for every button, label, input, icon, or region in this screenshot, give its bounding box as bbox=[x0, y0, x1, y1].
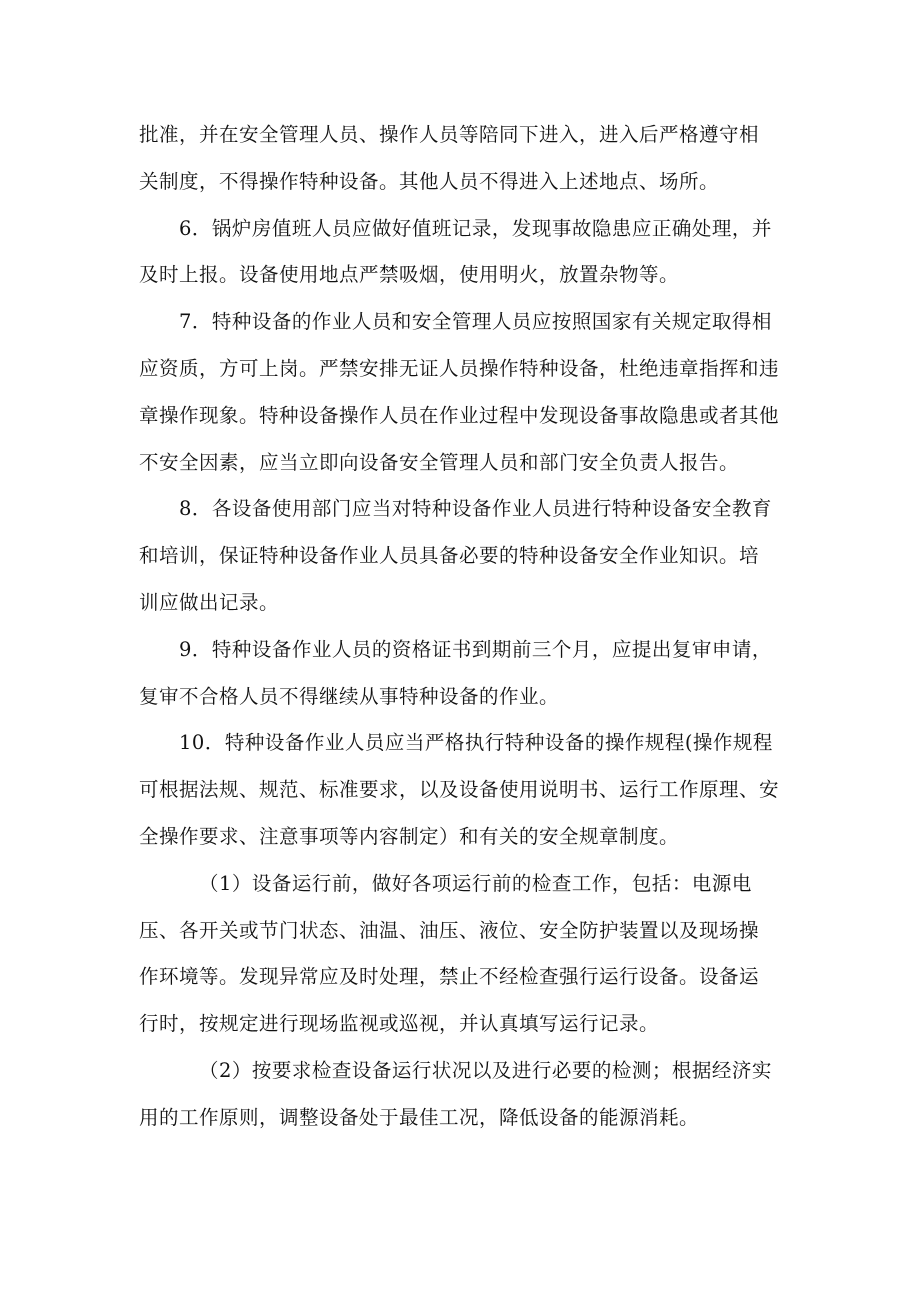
paragraph-item-8 bbox=[139, 486, 789, 626]
paragraph-subitem-1 bbox=[139, 861, 789, 1048]
text-line: 可根据法规、规范、标准要求，以及设备使用说明书、运行工作原理、安 bbox=[139, 778, 780, 802]
text-line: 行时，按规定进行现场监视或巡视，并认真填写运行记录。 bbox=[139, 1012, 660, 1036]
paragraph-item-9 bbox=[139, 627, 789, 721]
text-line: 章操作现象。特种设备操作人员在作业过程中发现设备事故隐患或者其他 bbox=[139, 403, 780, 427]
text-line: 6．锅炉房值班人员应做好值班记录，发现事故隐患应正确处理，并 bbox=[179, 216, 772, 240]
text-line: 用的工作原则，调整设备处于最佳工况，降低设备的能源消耗。 bbox=[139, 1105, 700, 1129]
text-line: 7．特种设备的作业人员和安全管理人员应按照国家有关规定取得相 bbox=[179, 310, 772, 334]
text-line: 应资质，方可上岗。严禁安排无证人员操作特种设备，杜绝违章指挥和违 bbox=[139, 356, 780, 380]
text-line: 9．特种设备作业人员的资格证书到期前三个月，应提出复审申请， bbox=[179, 637, 772, 661]
paragraph-subitem-2 bbox=[139, 1048, 789, 1142]
text-line: 复审不合格人员不得继续从事特种设备的作业。 bbox=[139, 684, 560, 708]
text-line: 批准，并在安全管理人员、操作人员等陪同下进入，进入后严格遵守相 bbox=[139, 123, 760, 146]
text-line: 关制度，不得操作特种设备。其他人员不得进入上述地点、场所。 bbox=[139, 169, 720, 193]
document-body bbox=[139, 112, 789, 1142]
text-line: 和培训，保证特种设备作业人员具备必要的特种设备安全作业知识。培 bbox=[139, 544, 760, 568]
paragraph-item-6 bbox=[139, 206, 789, 300]
paragraph-item-7 bbox=[139, 299, 789, 486]
text-line: 作环境等。发现异常应及时处理，禁止不经检查强行运行设备。设备运 bbox=[139, 965, 760, 989]
text-line: 全操作要求、注意事项等内容制定）和有关的安全规章制度。 bbox=[139, 824, 680, 848]
paragraph-continued bbox=[139, 112, 789, 206]
text-line: （2）按要求检查设备运行状况以及进行必要的检测；根据经济实 bbox=[199, 1058, 772, 1082]
text-line: 及时上报。设备使用地点严禁吸烟，使用明火，放置杂物等。 bbox=[139, 263, 680, 287]
paragraph-item-10 bbox=[139, 720, 789, 860]
text-line: 压、各开关或节门状态、油温、油压、液位、安全防护装置以及现场操 bbox=[139, 918, 760, 942]
text-line: 不安全因素，应当立即向设备安全管理人员和部门安全负责人报告。 bbox=[139, 450, 740, 474]
text-line: 训应做出记录。 bbox=[139, 590, 280, 614]
text-line: 10．特种设备作业人员应当严格执行特种设备的操作规程(操作规程 bbox=[179, 731, 773, 755]
text-line: 8．各设备使用部门应当对特种设备作业人员进行特种设备安全教育 bbox=[179, 497, 772, 521]
text-line: （1）设备运行前，做好各项运行前的检查工作，包括：电源电 bbox=[199, 871, 752, 895]
